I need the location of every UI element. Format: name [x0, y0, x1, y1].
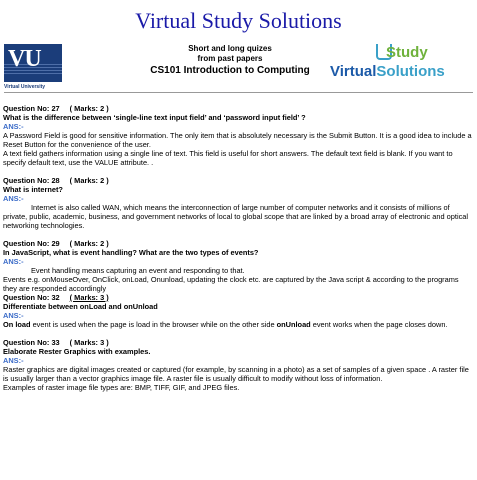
answer-label: ANS:- — [3, 356, 24, 365]
question-number — [3, 104, 473, 113]
vs-logo-study: Study — [386, 44, 428, 61]
answer-text: event is used when the page is load in the browser while on the other side — [30, 320, 277, 329]
question-number-text: Question No: 27 — [3, 104, 60, 113]
vs-logo-main — [330, 63, 445, 80]
question-block — [3, 176, 473, 230]
questions-content — [3, 104, 473, 392]
answer-keyword: On load — [3, 320, 31, 329]
question-number-text: Question No: 29 — [3, 239, 60, 248]
answer-keyword: onUnload — [276, 320, 311, 329]
answer-label: ANS:- — [3, 194, 24, 203]
answer-paragraph: Internet is also called WAN, which means the interconnection of large number of computer networks and it consists of millions of private, public, academic, business, and government networks of local to global scope that are linked by a broad array of electronic and optical networking technologies. — [3, 203, 469, 230]
header-line-1: Short and long quizes — [188, 44, 272, 53]
question-marks: ( Marks: 3 ) — [69, 293, 109, 302]
question-text: What is internet? — [3, 185, 63, 194]
question-text: In JavaScript, what is event handling? What are the two types of events? — [3, 248, 259, 257]
question-marks: ( Marks: 3 ) — [69, 338, 109, 347]
answer-label: ANS:- — [3, 311, 24, 320]
answer-label: ANS:- — [3, 122, 24, 131]
question-block — [3, 104, 473, 167]
answer-paragraph: Event handling means capturing an event and responding to that. — [31, 266, 245, 275]
question-text: Differentiate between onLoad and onUnload — [3, 302, 158, 311]
course-title: CS101 Introduction to Computing — [150, 65, 310, 76]
vs-logo-solutions: Solutions — [376, 63, 445, 80]
answer-label: ANS:- — [3, 257, 24, 266]
question-number — [3, 338, 473, 347]
question-text: What is the difference between ‘single-line text input field’ and ‘password input field’ ? — [3, 113, 306, 122]
question-number-text: Question No: 33 — [3, 338, 60, 347]
answer-paragraph: A text field gathers information using a single line of text. This field is useful for short answers. The default text field is blank. If you want to specify default text, use the VALUE attribute. . — [3, 149, 453, 167]
site-title: Virtual Study Solutions — [135, 8, 342, 33]
answer-paragraph: Events e.g. onMouseOver, OnClick, onLoad, Onunload, updating the clock etc. are captured by the Java script & according to the programs they are responded accordingly — [3, 275, 459, 293]
header-line-2: from past papers — [197, 54, 263, 63]
vs-logo-virtual: Virtual — [330, 63, 377, 80]
question-marks: ( Marks: 2 ) — [69, 239, 109, 248]
answer-paragraph: A Password Field is good for sensitive information. The only item that is absolutely necessary is the Submit Button. It is a good idea to include a Reset Button for the convenience of the user. — [3, 131, 472, 149]
question-number — [3, 176, 473, 185]
vu-logo-caption: Virtual University — [4, 84, 46, 90]
question-text: Elaborate Rester Graphics with examples. — [3, 347, 151, 356]
question-number — [3, 293, 473, 302]
virtual-study-solutions-logo — [330, 44, 470, 86]
question-marks: ( Marks: 2 ) — [69, 176, 109, 185]
question-number-text: Question No: 28 — [3, 176, 60, 185]
question-number-text: Question No: 32 — [3, 293, 60, 302]
answer-paragraph: Examples of raster image file types are: BMP, TIFF, GIF, and JPEG files. — [3, 383, 240, 392]
question-number — [3, 239, 473, 248]
vu-logo — [4, 44, 62, 82]
answer-paragraph: Raster graphics are digital images created or captured (for example, by scanning in a photo) as a set of samples of a given space . A raster file is usually larger than a vector graphics image file. A raster file is usually difficult to modify without loss of information. — [3, 365, 469, 383]
question-block — [3, 293, 473, 329]
question-block — [3, 239, 473, 293]
header-divider — [4, 92, 473, 93]
answer-text: event works when the page closes down. — [310, 320, 448, 329]
question-marks: ( Marks: 2 ) — [69, 104, 109, 113]
question-block — [3, 338, 473, 392]
vu-logo-letters: VU — [8, 46, 41, 72]
answer-paragraph — [3, 320, 473, 329]
